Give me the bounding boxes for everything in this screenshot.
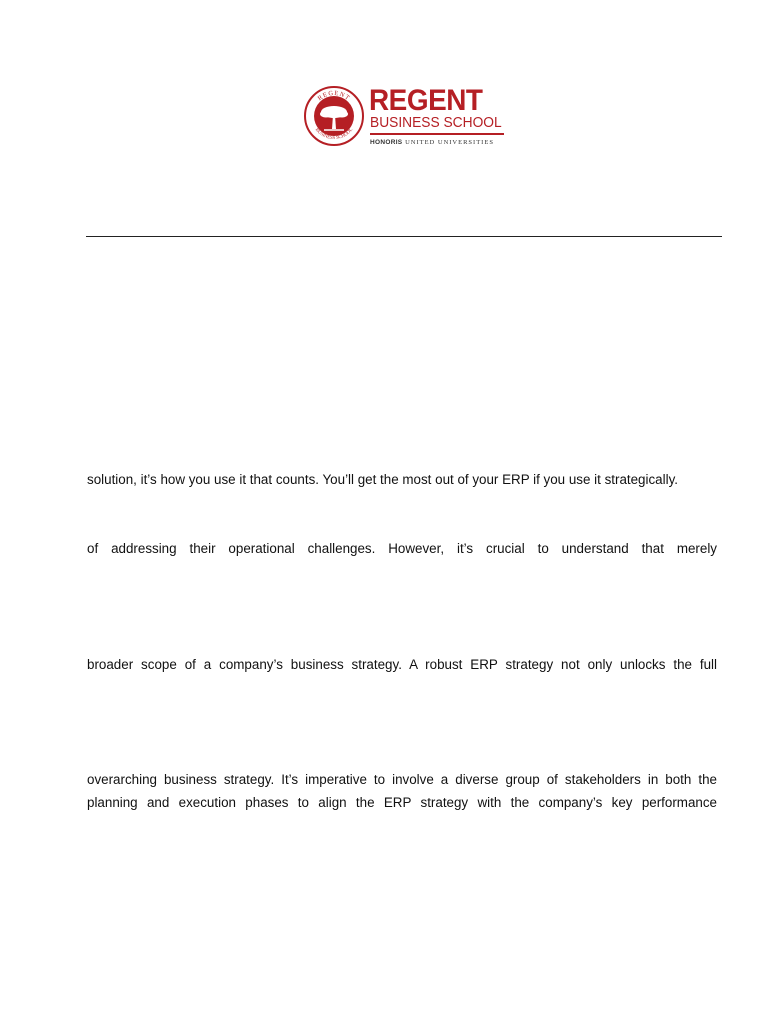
body-line-5: planning and execution phases to align the ERP strategy with the company’s key performance — [87, 795, 717, 810]
seal-bottom-text: BUSINESS SCHOOL — [313, 127, 355, 142]
logo-subtitle: BUSINESS SCHOOL — [370, 115, 502, 131]
logo-tagline — [370, 139, 494, 147]
body-line-4: overarching business strategy. It’s imperative to involve a diverse group of stakeholders in both the — [87, 772, 717, 787]
seal-top-text: REGENT — [316, 89, 352, 103]
body-line-2: of addressing their operational challenges. However, it’s crucial to understand that merely — [87, 541, 717, 556]
logo-title: REGENT — [369, 84, 483, 117]
logo-rule — [370, 133, 504, 135]
header-divider — [86, 236, 722, 237]
logo-tag-rest: UNITED UNIVERSITIES — [405, 139, 494, 146]
logo-tag-bold: HONORIS — [370, 139, 403, 146]
regent-logo — [303, 85, 507, 151]
body-line-1: solution, it’s how you use it that counts. You’ll get the most out of your ERP if you use it strategically. — [87, 472, 678, 487]
body-line-3: broader scope of a company’s business strategy. A robust ERP strategy not only unlocks the full — [87, 657, 717, 672]
tree-seal-icon — [303, 85, 365, 147]
